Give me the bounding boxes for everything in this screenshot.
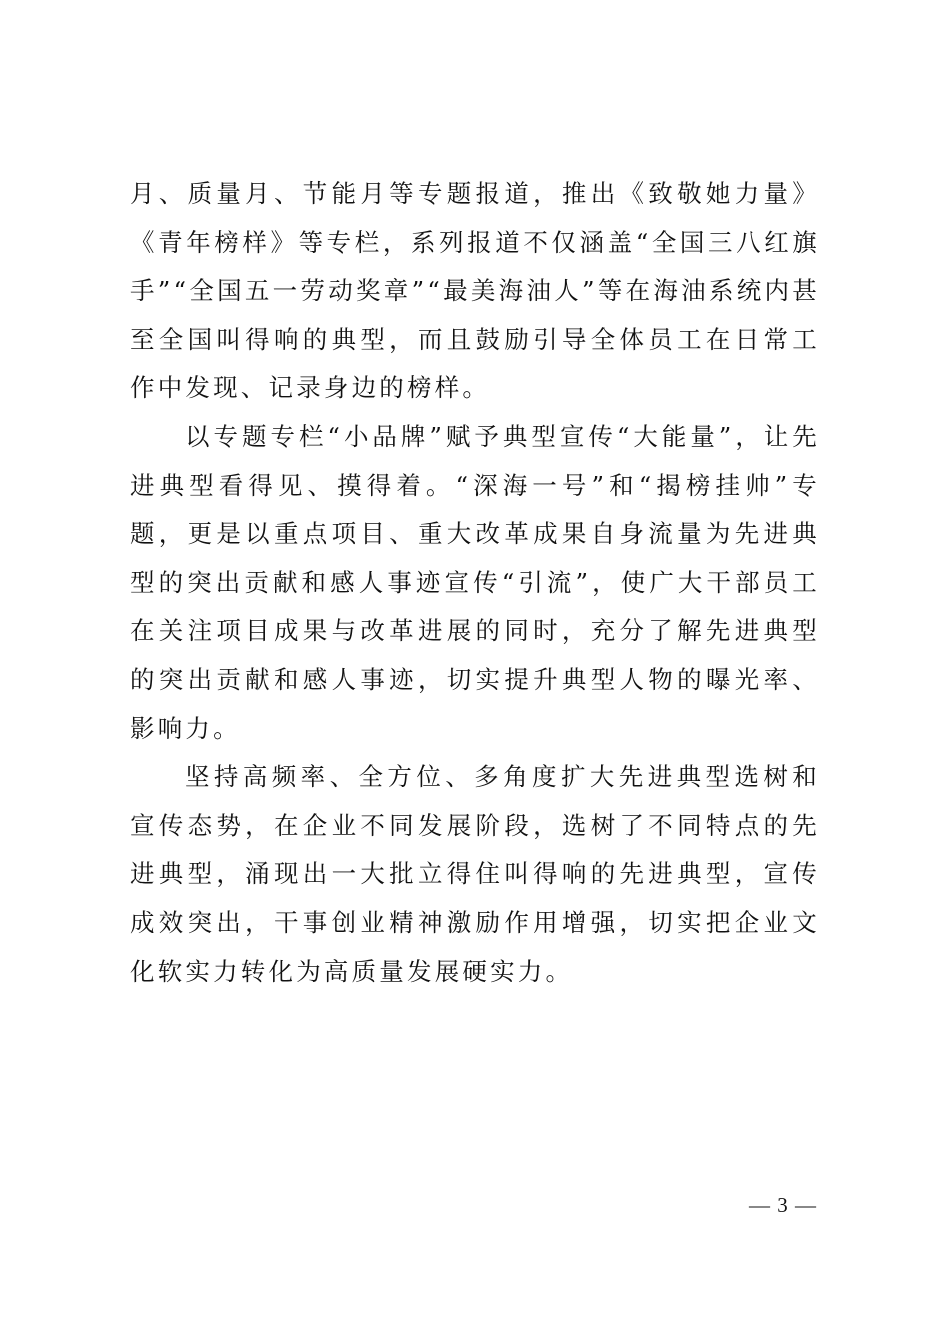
paragraph-continued: 月、质量月、节能月等专题报道，推出《致敬她力量》《青年榜样》等专栏，系列报道不仅涵盖“全国三八红旗手”“全国五一劳动奖章”“最美海油人”等在海油系统内甚至全国叫得响的典型，而且鼓励引导全体员工在日常工作中发现、记录身边的榜样。 (130, 179, 820, 403)
paragraph: 以专题专栏“小品牌”赋予典型宣传“大能量”，让先进典型看得见、摸得着。“深海一号”和“揭榜挂帅”专题，更是以重点项目、重大改革成果自身流量为先进典型的突出贡献和感人事迹宣传“引流”，使广大干部员工在关注项目成果与改革进展的同时，充分了解先进典型的突出贡献和感人事迹，切实提升典型人物的曝光率、影响力。 (130, 421, 820, 743)
page-number: — 3 — (749, 1193, 817, 1217)
paragraph: 坚持高频率、全方位、多角度扩大先进典型选树和宣传态势，在企业不同发展阶段，选树了不同特点的先进典型，涌现出一大批立得住叫得响的先进典型，宣传成效突出，干事创业精神激励作用增强，切实把企业文化软实力转化为高质量发展硬实力。 (130, 762, 820, 986)
body-text (130, 170, 820, 996)
